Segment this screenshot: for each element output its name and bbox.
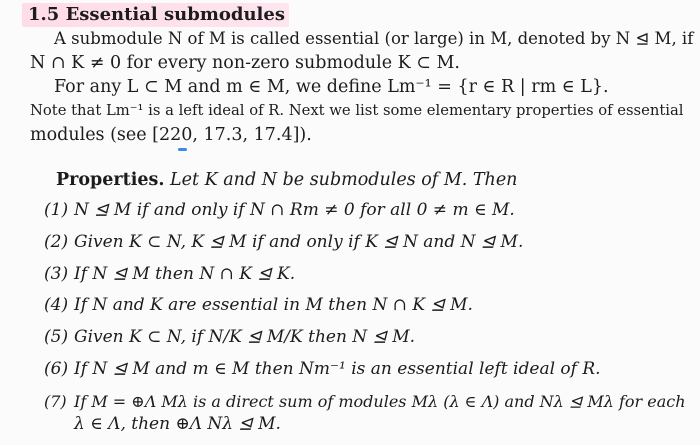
definition-line-3: For any L ⊂ M and m ∈ M, we define Lm⁻¹ = {r ∈ R | rm ∈ L}.	[54, 77, 609, 97]
section-heading: 1.5 Essential submodules	[22, 3, 289, 27]
property-text: Given K ⊂ N, K ⊴ M if and only if K ⊴ N and N ⊴ M.	[74, 232, 524, 252]
properties-intro-text: Let K and N be submodules of M. Then	[170, 170, 518, 190]
property-number: (4)	[44, 295, 69, 315]
property-text: If N and K are essential in M then N ∩ K ⊴ M.	[74, 295, 473, 315]
property-item-5	[44, 325, 415, 349]
property-text: N ⊴ M if and only if N ∩ Rm ≠ 0 for all 0 ≠ m ∈ M.	[74, 200, 515, 220]
property-text: Given K ⊂ N, if N/K ⊴ M/K then N ⊴ M.	[74, 327, 416, 347]
properties-intro	[56, 168, 517, 192]
property-number: (3)	[44, 264, 69, 284]
properties-label: Properties.	[56, 170, 165, 190]
property-item-3	[44, 262, 295, 286]
property-number: (6)	[44, 359, 69, 379]
property-item-4	[44, 293, 473, 317]
note-line-2: modules (see [220, 17.3, 17.4]).	[30, 125, 312, 145]
pen-mark	[178, 148, 187, 151]
property-item-2	[44, 230, 523, 254]
property-number: (1)	[44, 200, 69, 220]
property-item-7-continuation: λ ∈ Λ, then ⊕Λ Nλ ⊴ M.	[74, 414, 281, 434]
property-item-1	[44, 198, 515, 222]
property-number: (5)	[44, 327, 69, 347]
definition-line-2: N ∩ K ≠ 0 for every non-zero submodule K ⊂ M.	[30, 53, 460, 73]
property-number: (7)	[44, 392, 67, 411]
property-item-7	[44, 390, 686, 414]
property-number: (2)	[44, 232, 69, 252]
note-line-1: Note that Lm⁻¹ is a left ideal of R. Next we list some elementary properties of essential	[30, 102, 684, 119]
property-text: If N ⊴ M and m ∈ M then Nm⁻¹ is an essential left ideal of R.	[74, 359, 601, 379]
definition-line-1: A submodule N of M is called essential (or large) in M, denoted by N ⊴ M, if	[54, 29, 694, 48]
property-text: If M = ⊕Λ Mλ is a direct sum of modules Mλ (λ ∈ Λ) and Nλ ⊴ Mλ for each	[74, 392, 686, 411]
property-item-6	[44, 357, 601, 381]
property-text: If N ⊴ M then N ∩ K ⊴ K.	[74, 264, 296, 284]
